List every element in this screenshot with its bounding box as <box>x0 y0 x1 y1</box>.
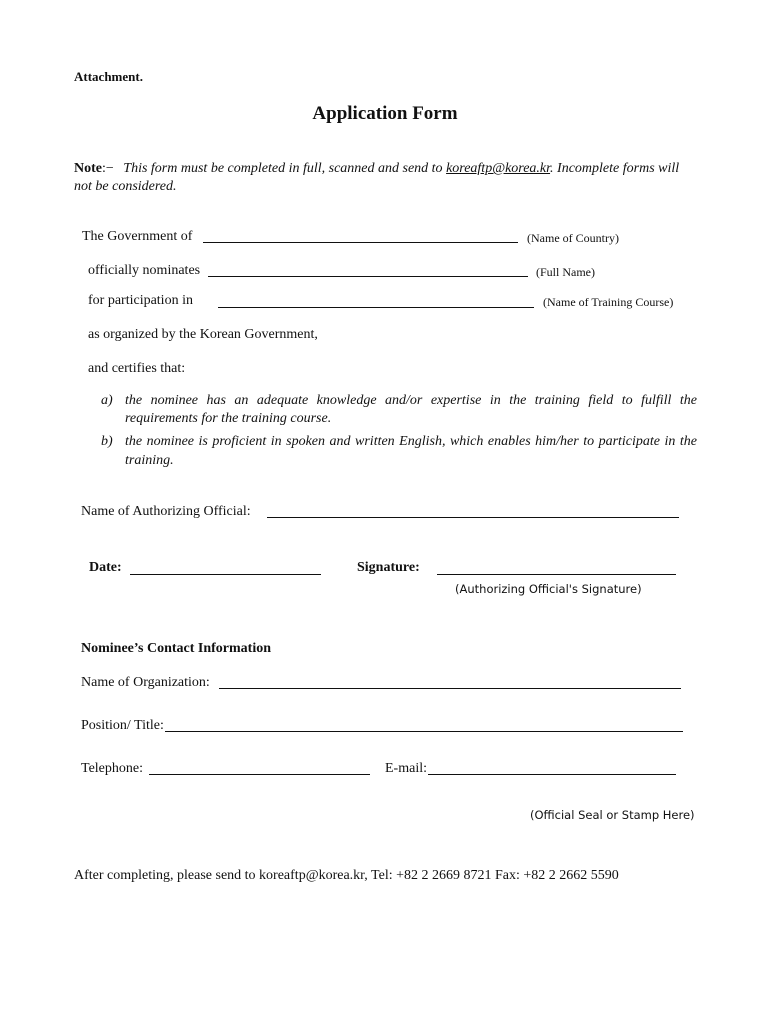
certifies-text: and certifies that: <box>88 361 186 376</box>
note-email-link[interactable]: koreaftp@korea.kr <box>446 161 551 176</box>
organized-by-text: as organized by the Korean Government, <box>88 327 318 342</box>
country-hint: (Name of Country) <box>527 231 619 245</box>
note-text-after: . Incomplete forms will <box>550 161 680 176</box>
email-field-line[interactable] <box>428 774 676 775</box>
country-field-line[interactable] <box>203 242 518 243</box>
telephone-label: Telephone: <box>81 761 143 776</box>
note-label: Note <box>74 161 102 176</box>
attachment-label: Attachment. <box>74 69 143 84</box>
cert-a-line-1: the nominee has an adequate knowledge and/or expertise in the training field to fulfill the <box>125 393 697 408</box>
course-field-line[interactable] <box>218 307 534 308</box>
full-name-field-line[interactable] <box>208 276 528 277</box>
course-hint: (Name of Training Course) <box>543 295 674 309</box>
position-label: Position/ Title: <box>81 718 164 733</box>
date-label: Date: <box>89 560 122 575</box>
note-text: This form must be completed in full, scanned and send to <box>123 161 443 176</box>
signature-hint: (Authorizing Official's Signature) <box>455 582 642 596</box>
footer-contact-text: After completing, please send to koreaftp@korea.kr, Tel: +82 2 2669 8721 Fax: +82 2 2662 5590 <box>74 868 619 883</box>
full-name-hint: (Full Name) <box>536 265 595 279</box>
cert-b-line-2: training. <box>125 453 174 468</box>
email-label: E-mail: <box>385 761 427 776</box>
participation-label: for participation in <box>88 293 193 308</box>
organization-label: Name of Organization: <box>81 675 210 690</box>
cert-a-line-2: requirements for the training course. <box>125 411 332 426</box>
note-line-2: not be considered. <box>74 179 177 194</box>
cert-b-line-1: the nominee is proficient in spoken and written English, which enables him/her to participate in the <box>125 434 697 449</box>
telephone-field-line[interactable] <box>149 774 370 775</box>
signature-label: Signature: <box>357 560 420 575</box>
position-field-line[interactable] <box>165 731 683 732</box>
note-paragraph <box>74 161 698 177</box>
nominates-label: officially nominates <box>88 263 201 278</box>
signature-field-line[interactable] <box>437 574 676 575</box>
date-field-line[interactable] <box>130 574 321 575</box>
cert-a-marker: a) <box>101 393 113 408</box>
contact-heading: Nominee’s Contact Information <box>81 641 272 656</box>
cert-b-marker: b) <box>101 434 113 449</box>
seal-hint: (Official Seal or Stamp Here) <box>530 808 695 822</box>
government-of-label: The Government of <box>82 229 193 244</box>
authorizing-official-field-line[interactable] <box>267 517 679 518</box>
organization-field-line[interactable] <box>219 688 681 689</box>
page-title: Application Form <box>312 103 458 124</box>
authorizing-official-label: Name of Authorizing Official: <box>81 504 251 519</box>
note-separator: :− <box>102 161 114 176</box>
